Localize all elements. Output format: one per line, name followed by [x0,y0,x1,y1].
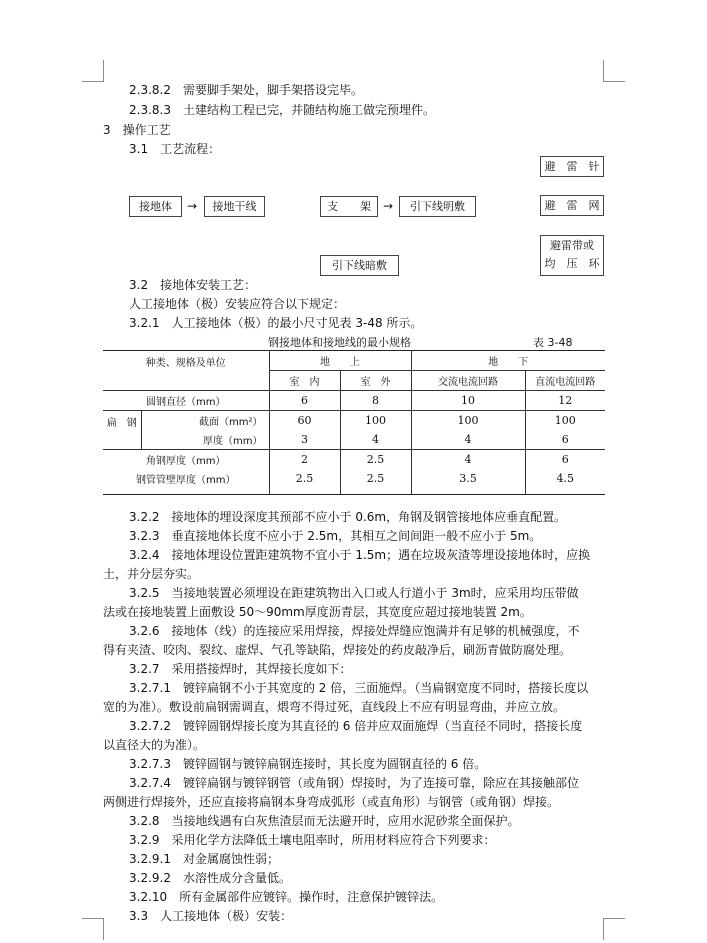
table-header-below-ground: 地 下 [411,351,605,371]
table-header-above-ground: 地 上 [269,351,411,371]
para-3-2-7-4: 3.2.7.4 镀锌扁钢与镀锌钢管（或角钢）焊接时，为了连接可靠，除应在其接触部位 [129,776,579,790]
crop-mark-bottom-right-v [603,918,604,940]
table-header-indoor: 室 内 [269,371,340,391]
table-cell: 6 [269,391,340,411]
flow-box-downlead-concealed: 引下线暗敷 [320,255,399,276]
table-cell: 4 [340,430,411,450]
crop-mark-top-left-h [82,81,104,82]
table-cell: 3 [269,430,340,450]
para-3-2-8: 3.2.8 当接地线遇有白灰焦渣层而无法避开时，应用水泥砂浆全面保护。 [129,814,520,828]
para-3-2-7-1-cont: 宽的为准）。敷设前扁钢需调直，煨弯不得过死，直线段上不应有明显弯曲，并应立放。 [103,700,566,714]
para-2-3-8-3: 2.3.8.3 土建结构工程已完，并随结构施工做完预埋件。 [129,103,435,117]
flow-box-grounding-body: 接地体 [129,196,182,217]
table-title: 钢接地体和接地线的最小规格 [268,336,411,349]
para-3-2-7-4-cont: 两侧进行焊接外，还应直接将扁钢本身弯成弧形（或直角形）与钢管（或角钢）焊接。 [103,795,560,809]
table-header-outdoor: 室 外 [340,371,411,391]
para-3-2-9-2: 3.2.9.2 水溶性成分含量低。 [129,871,291,885]
table-cell: 100 [340,411,411,431]
crop-mark-bottom-left-v [103,918,104,940]
table-header-dc: 直流电流回路 [525,371,605,391]
table-cell: 8 [340,391,411,411]
table-cell: 100 [411,411,525,431]
table-cell: 4.5 [525,469,605,495]
table-cell: 6 [525,450,605,470]
table-row-label-angle-steel: 角钢厚度（mm） [103,450,269,470]
table-cell: 4 [411,430,525,450]
para-3-2-4: 3.2.4 接地体埋设位置距建筑物不宜小于 1.5m；遇在垃圾灰渣等埋设接地体时，应换 [129,548,591,562]
para-3-2-2: 3.2.2 接地体的埋设深度其预部不应小于 0.6m，角钢及钢管接地体应垂直配置。 [129,510,567,524]
para-3-2-7: 3.2.7 采用搭接焊时，其焊接长度如下： [129,662,352,676]
table-row-label-flat-steel: 扁 钢 [103,411,141,450]
table-row-label-round-steel: 圆钢直径（mm） [103,391,269,411]
para-3-2-5-cont: 法或在接地装置上面敷设 50～90mm厚度沥青层，其宽度应超过接地装置 2m。 [103,605,532,619]
para-2-3-8-2: 2.3.8.2 需要脚手架处，脚手架搭设完毕。 [129,83,363,97]
min-spec-table [103,350,605,495]
flow-arrow-2: → [383,199,394,213]
table-cell: 10 [411,391,525,411]
para-3-2-9-1: 3.2.9.1 对金属腐蚀性弱； [129,852,279,866]
para-3-2-9: 3.2.9 采用化学方法降低土壤电阻率时，所用材料应符合下列要求： [129,833,496,847]
table-cell: 100 [525,411,605,431]
flow-box-lightning-belt-line2: 均 压 环 [544,257,600,270]
table-cell: 4 [411,450,525,470]
flow-box-lightning-belt [540,235,604,276]
para-3-2-3: 3.2.3 垂直接地体长度不应小于 2.5m，其相互之间间距一般不应小于 5m。 [129,529,542,543]
para-3-2-4-cont: 土，并分层夯实。 [103,567,200,581]
crop-mark-bottom-right-h [603,918,625,919]
table-cell: 2 [269,450,340,470]
para-3-2-10: 3.2.10 所有金属部件应镀锌。操作时，注意保护镀锌法。 [129,890,444,904]
para-3-1: 3.1 工艺流程： [129,142,221,156]
flow-box-bracket: 支 架 [320,196,378,217]
table-cell: 2.5 [340,450,411,470]
flow-box-main-ground-line: 接地干线 [204,196,265,217]
flow-box-lightning-net: 避 雷 网 [540,195,604,216]
para-intro: 人工接地体（极）安装应符合以下规定： [129,297,346,311]
table-cell: 6 [525,430,605,450]
flow-arrow-1: → [187,199,198,213]
flow-box-lightning-rod: 避 雷 针 [540,156,604,177]
crop-mark-bottom-left-h [82,918,104,919]
para-3-2-7-3: 3.2.7.3 镀锌圆钢与镀锌扁钢连接时，其长度为圆钢直径的 6 倍。 [129,757,487,771]
para-3-2: 3.2 接地体安装工艺： [129,278,257,292]
crop-mark-top-left-v [103,60,104,82]
para-3-2-1: 3.2.1 人工接地体（极）的最小尺寸见表 3-48 所示。 [129,316,423,330]
table-cell: 12 [525,391,605,411]
table-cell: 3.5 [411,469,525,495]
para-3-3: 3.3 人工接地体（极）安装： [129,909,293,923]
section-heading-3: 3 操作工艺 [103,123,171,137]
flow-box-lightning-belt-line1: 避雷带或 [550,239,594,252]
flow-box-downlead-exposed: 引下线明敷 [399,196,476,217]
table-cell: 2.5 [340,469,411,495]
crop-mark-top-right-h [603,81,625,82]
para-3-2-7-2-cont: 以直径大的为准）。 [103,738,206,752]
table-number: 表 3-48 [533,336,573,349]
table-row-label-cross-section: 截面（mm²） [141,411,269,431]
table-header-spec: 种类、规格及单位 [103,351,269,391]
table-cell: 2.5 [269,469,340,495]
para-3-2-6-cont: 得有夹渣、咬肉、裂纹、虚焊、气孔等缺陷，焊接处的药皮敲净后，刷沥青做防腐处理。 [103,643,572,657]
table-row-label-steel-pipe: 钢管管壁厚度（mm） [103,469,269,495]
para-3-2-5: 3.2.5 当接地装置必须埋设在距建筑物出入口或人行道小于 3m时，应采用均压带做 [129,586,579,600]
table-header-ac: 交流电流回路 [411,371,525,391]
table-cell: 60 [269,411,340,431]
para-3-2-6: 3.2.6 接地体（线）的连接应采用焊接，焊接处焊缝应饱满并有足够的机械强度，不 [129,624,580,638]
table-row-label-thickness: 厚度（mm） [141,430,269,450]
para-3-2-7-2: 3.2.7.2 镀锌圆钢焊接长度为其直径的 6 倍并应双面施焊（当直径不同时，搭接长度 [129,719,583,733]
para-3-2-7-1: 3.2.7.1 镀锌扁钢不小于其宽度的 2 倍，三面施焊。（当扁钢宽度不同时，搭接长度以 [129,681,589,695]
crop-mark-top-right-v [603,60,604,82]
